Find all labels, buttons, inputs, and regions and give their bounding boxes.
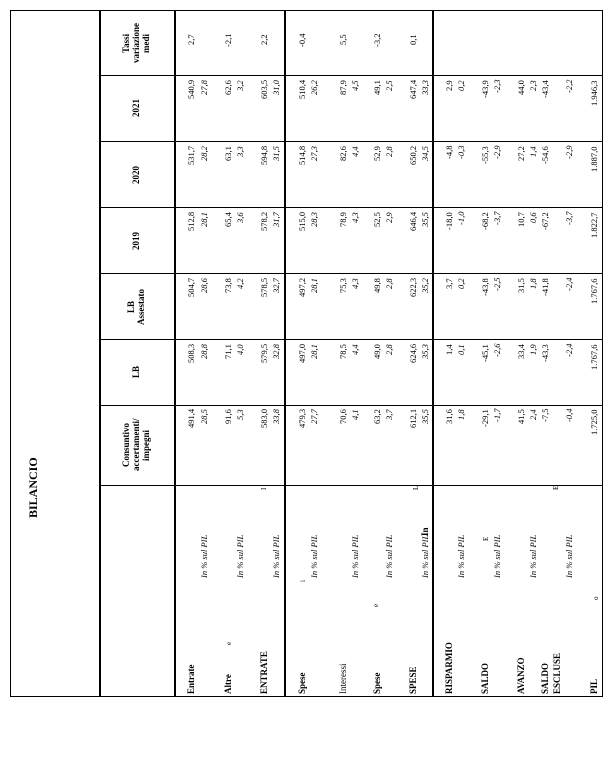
cell-percent: 28,2 (199, 146, 209, 161)
column-header: Tassi (120, 33, 131, 53)
cell-percent: 31,7 (271, 212, 281, 227)
cell-value: 2,7 (186, 34, 196, 45)
cell-value: 5,5 (338, 34, 348, 45)
cell-percent: 28,1 (199, 212, 209, 227)
cell-percent: 2,4 (528, 409, 538, 420)
cell-value: -3,2 (372, 33, 382, 47)
column-separator (99, 207, 603, 208)
row-label-fragment: E (482, 536, 490, 541)
cell-value: -68,2 (480, 212, 490, 230)
cell-percent: 1,8 (528, 278, 538, 289)
label-column-separator (99, 485, 603, 486)
cell-value: 63,1 (223, 146, 233, 161)
cell-percent: 4,0 (235, 344, 245, 355)
cell-value: -43,3 (540, 344, 550, 362)
column-header: LB (125, 300, 136, 313)
row-sublabel: In % sul PIL (456, 534, 466, 578)
cell-percent: -1,7 (492, 408, 502, 422)
cell-value: 622,3 (408, 277, 418, 297)
cell-value: 1.946,3 (589, 80, 599, 106)
cell-percent: 0,1 (456, 344, 466, 355)
cell-value: -43,8 (480, 278, 490, 296)
cell-value: 31,5 (516, 278, 526, 293)
cell-value: 49,8 (372, 278, 382, 293)
cell-percent: 31,0 (271, 80, 281, 95)
cell-value: 504,7 (186, 277, 196, 297)
row-label: Spese (297, 672, 307, 694)
cell-value: -43,4 (540, 80, 550, 98)
cell-value: 508,3 (186, 343, 196, 363)
row-label-line2: In (420, 527, 430, 536)
cell-percent: 2,8 (384, 344, 394, 355)
cell-percent: 2,9 (384, 212, 394, 223)
cell-percent: 32,8 (271, 344, 281, 359)
cell-value: 497,2 (297, 277, 307, 297)
row-label-fragment: i (299, 580, 307, 582)
column-separator (99, 405, 603, 406)
row-label: PIL (589, 678, 599, 694)
cell-value: 579,5 (259, 343, 269, 363)
cell-value: 78,9 (338, 212, 348, 227)
column-header: 2020 (130, 166, 141, 184)
cell-percent: 2,8 (384, 146, 394, 157)
column-header: LB (130, 365, 141, 378)
row-label-line2: ESCLUSE (552, 652, 562, 694)
cell-percent: 34,5 (420, 146, 430, 161)
cell-percent: -2,3 (492, 79, 502, 93)
cell-percent: 27,7 (309, 409, 319, 424)
cell-value: 612,1 (408, 408, 418, 428)
cell-value: 2,9 (444, 80, 454, 91)
cell-percent: -2,9 (492, 145, 502, 159)
cell-value: 1.887,0 (589, 146, 599, 172)
cell-value: 624,6 (408, 343, 418, 363)
cell-value: 3,7 (444, 278, 454, 289)
cell-value: 514,8 (297, 145, 307, 165)
cell-percent: 28,8 (199, 344, 209, 359)
column-header: Consuntivo (120, 422, 131, 467)
cell-percent: 28,1 (309, 344, 319, 359)
cell-percent: 32,7 (271, 278, 281, 293)
row-label: SPESE (408, 666, 418, 694)
cell-percent: 3,2 (235, 80, 245, 91)
column-header: 2019 (130, 232, 141, 250)
cell-value: -18,0 (444, 212, 454, 230)
cell-value: 1,4 (444, 344, 454, 355)
column-header: accertamenti/ (130, 418, 141, 471)
cell-value: 0,1 (408, 34, 418, 45)
cell-percent: -2,4 (564, 343, 574, 357)
cell-value: 31,6 (444, 409, 454, 424)
cell-percent: -2,6 (492, 343, 502, 357)
row-label-fragment: L (412, 485, 420, 490)
cell-percent: 28,6 (199, 278, 209, 293)
row-label: Altre (223, 674, 233, 694)
column-header: medi (140, 33, 151, 53)
cell-percent: 0,2 (456, 80, 466, 91)
cell-value: 1.767,6 (589, 278, 599, 304)
cell-value: -29,1 (480, 409, 490, 427)
cell-percent: 0,2 (456, 278, 466, 289)
cell-value: 52,9 (372, 146, 382, 161)
column-separator (99, 273, 603, 274)
row-sublabel: In % sul PIL (309, 534, 319, 578)
row-label-fragment: e (225, 641, 233, 645)
cell-value: 75,3 (338, 278, 348, 293)
cell-percent: 3,7 (384, 409, 394, 420)
cell-percent: 3,3 (235, 146, 245, 157)
cell-value: 603,5 (259, 79, 269, 99)
cell-value: 49,0 (372, 344, 382, 359)
cell-value: 531,7 (186, 145, 196, 165)
group-separator (284, 10, 286, 697)
cell-value: -55,3 (480, 146, 490, 164)
cell-value: -45,1 (480, 344, 490, 362)
cell-percent: -0,4 (564, 408, 574, 422)
row-label-fragment: I (260, 487, 268, 490)
cell-percent: 4,4 (350, 146, 360, 157)
cell-value: 87,9 (338, 80, 348, 95)
cell-percent: 27,3 (309, 146, 319, 161)
cell-value: 52,5 (372, 212, 382, 227)
cell-value: 650,2 (408, 145, 418, 165)
cell-value: 65,4 (223, 212, 233, 227)
column-separator (99, 75, 603, 76)
column-header: 2021 (130, 99, 141, 117)
cell-percent: 4,2 (235, 278, 245, 289)
cell-percent: 5,3 (235, 409, 245, 420)
cell-value: 27,2 (516, 146, 526, 161)
cell-percent: 1,9 (528, 344, 538, 355)
row-sublabel: In % sul PIL (384, 534, 394, 578)
cell-value: 70,6 (338, 409, 348, 424)
cell-value: 71,1 (223, 344, 233, 359)
cell-percent: -1,0 (456, 211, 466, 225)
cell-value: 41,5 (516, 409, 526, 424)
cell-value: 73,8 (223, 278, 233, 293)
cell-value: 91,6 (223, 409, 233, 424)
column-header: Assestato (135, 289, 146, 325)
cell-percent: 4,4 (350, 344, 360, 355)
cell-value: 594,8 (259, 145, 269, 165)
cell-value: 540,9 (186, 79, 196, 99)
row-sublabel: In % sul PIL (271, 534, 281, 578)
cell-value: -0,4 (297, 33, 307, 47)
cell-value: 491,4 (186, 408, 196, 428)
cell-value: 479,3 (297, 408, 307, 428)
row-sublabel: In % sul PIL (528, 534, 538, 578)
cell-percent: -0,3 (456, 145, 466, 159)
cell-percent: -2,4 (564, 277, 574, 291)
cell-percent: 28,3 (309, 212, 319, 227)
cell-percent: -2,2 (564, 79, 574, 93)
cell-value: 1.725,0 (589, 409, 599, 435)
group-separator (99, 10, 101, 697)
cell-value: -43,9 (480, 80, 490, 98)
column-header: impegni (140, 429, 151, 461)
row-label: RISPARMIO (444, 642, 454, 694)
cell-percent: 3,6 (235, 212, 245, 223)
column-separator (99, 339, 603, 340)
cell-value: 62,6 (223, 80, 233, 95)
row-sublabel: In % sul PIL (492, 534, 502, 578)
cell-percent: -3,7 (492, 211, 502, 225)
cell-value: 510,4 (297, 79, 307, 99)
row-label: Entrate (186, 664, 196, 694)
cell-percent: -2,9 (564, 145, 574, 159)
cell-percent: 33,8 (271, 409, 281, 424)
row-sublabel: In % sul PIL (235, 534, 245, 578)
cell-percent: 2,5 (384, 80, 394, 91)
cell-value: 49,1 (372, 80, 382, 95)
column-separator (99, 141, 603, 142)
group-separator (432, 10, 434, 697)
row-sublabel: In % sul PIL (350, 534, 360, 578)
cell-percent: 0,6 (528, 212, 538, 223)
cell-percent: 28,5 (199, 409, 209, 424)
cell-value: 82,6 (338, 146, 348, 161)
cell-percent: 1,8 (456, 409, 466, 420)
cell-percent: 1,4 (528, 146, 538, 157)
cell-percent: 33,3 (420, 80, 430, 95)
cell-value: 578,5 (259, 277, 269, 297)
cell-value: 1.822,7 (589, 212, 599, 238)
cell-percent: 4,3 (350, 278, 360, 289)
cell-value: -54,6 (540, 146, 550, 164)
row-label: AVANZO (516, 657, 526, 694)
row-label-fragment: e (372, 603, 380, 607)
cell-percent: 28,1 (309, 278, 319, 293)
cell-percent: 35,5 (420, 212, 430, 227)
cell-value: 10,7 (516, 212, 526, 227)
cell-percent: 4,1 (350, 409, 360, 420)
cell-value: -2,1 (223, 33, 233, 47)
cell-value: 647,4 (408, 79, 418, 99)
column-header: variazione (130, 23, 141, 63)
cell-value: -7,5 (540, 408, 550, 422)
cell-value: 578,2 (259, 211, 269, 231)
cell-percent: 31,5 (271, 146, 281, 161)
cell-value: 646,4 (408, 211, 418, 231)
cell-value: -67,2 (540, 212, 550, 230)
row-label: Interessi (338, 663, 348, 694)
cell-value: 44,0 (516, 80, 526, 95)
cell-value: 497,0 (297, 343, 307, 363)
cell-percent: 2,8 (384, 278, 394, 289)
row-label: Spese (372, 672, 382, 694)
cell-percent: 4,3 (350, 212, 360, 223)
row-label: SALDO (540, 662, 550, 694)
group-separator (174, 10, 176, 697)
row-label-fragment: E (552, 485, 560, 490)
cell-percent: 2,3 (528, 80, 538, 91)
row-sublabel: In % sul PIL (199, 534, 209, 578)
cell-percent: 26,2 (309, 80, 319, 95)
row-label-fragment: o (592, 596, 600, 600)
cell-value: 1.767,6 (589, 344, 599, 370)
cell-percent: 4,5 (350, 80, 360, 91)
row-sublabel: In % sul PIL (420, 534, 430, 578)
row-sublabel: In % sul PIL (564, 534, 574, 578)
cell-value: 33,4 (516, 344, 526, 359)
page-title: BILANCIO (26, 456, 40, 518)
cell-percent: 35,2 (420, 278, 430, 293)
cell-value: -41,8 (540, 278, 550, 296)
cell-percent: -3,7 (564, 211, 574, 225)
cell-value: 78,5 (338, 344, 348, 359)
cell-value: 515,0 (297, 211, 307, 231)
row-label: SALDO (480, 662, 490, 694)
cell-value: 63,2 (372, 409, 382, 424)
cell-value: -4,8 (444, 145, 454, 159)
row-label: ENTRATE (259, 651, 269, 694)
cell-percent: -2,5 (492, 277, 502, 291)
cell-value: 2,2 (259, 34, 269, 45)
cell-percent: 35,5 (420, 409, 430, 424)
cell-value: 583,0 (259, 408, 269, 428)
cell-percent: 27,8 (199, 80, 209, 95)
cell-value: 512,8 (186, 211, 196, 231)
cell-percent: 35,3 (420, 344, 430, 359)
